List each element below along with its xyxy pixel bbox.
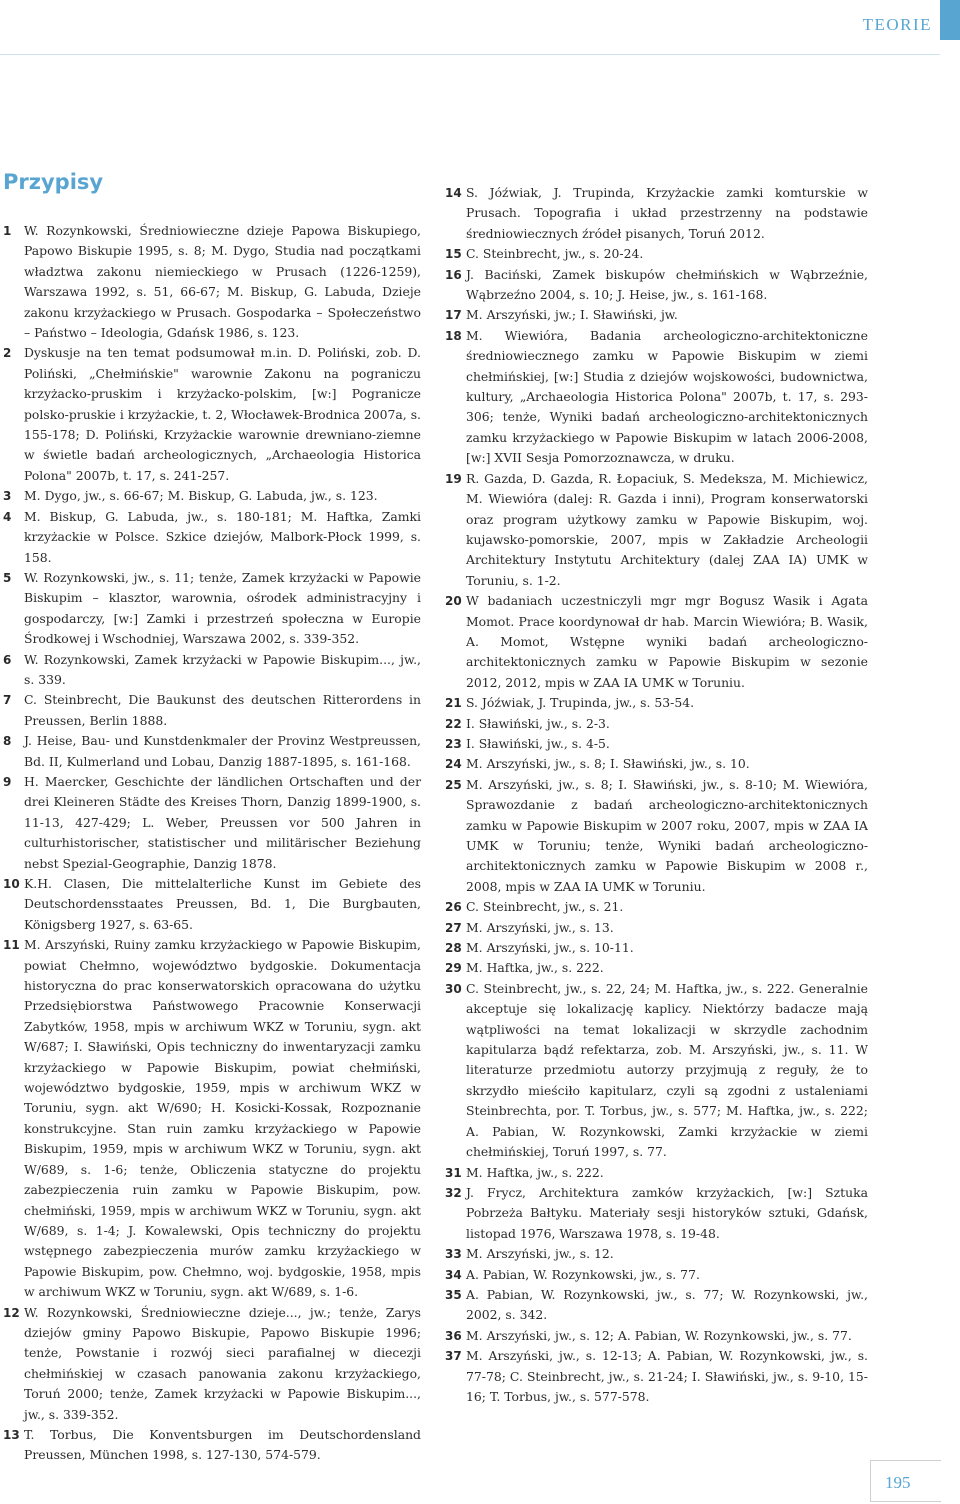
footnote-number: 37 [445,1349,462,1364]
corner-accent-bar [940,0,960,40]
footnote [445,591,868,693]
footnote-number: 25 [445,777,462,792]
footnote-number: 36 [445,1328,462,1343]
footnote [445,183,868,244]
footnote [3,507,421,568]
footnote [445,918,868,938]
footnote-number: 16 [445,267,462,282]
footnote-number: 28 [445,941,462,956]
footnote-text: S. Jóźwiak, J. Trupinda, Krzyżackie zamki komturskie w Prusach. Topografia i układ przestrzenny na podstawie średniowiecznych źródeł pisanych, Toruń 2012. [466,185,868,241]
footnote-number: 5 [3,570,12,585]
footnote [3,1303,421,1425]
footnote [3,221,421,343]
footnote-text: W badaniach uczestniczyli mgr mgr Bogusz Wasik i Agata Momot. Prace koordynował dr hab. Marcin Wiewióra; B. Wasik, A. Momot, Wstępne wyniki badań archeologiczno-architektonicznych zamku w Papowie Biskupim w sezonie 2012, 2012, mpis w ZAA IA UMK w Toruniu. [466,593,868,690]
footnote [445,897,868,917]
footnotes-left-column [3,221,421,1466]
footnote [445,1183,868,1244]
footnote [445,979,868,1163]
footnote-number: 12 [3,1305,20,1320]
footnote-text: W. Rozynkowski, Średniowieczne dzieje Papowa Biskupiego, Papowo Biskupie 1995, s. 8; M. Dygo, Studia nad początkami władztwa zakonu niemieckiego w Prusach (1226-1259), Warszawa 1992, s. 51, 66-67; M. Biskup, G. Labuda, Dzieje zakonu krzyżackiego w Prusach. Gospodarka – Społeczeństwo – Państwo – Ideologia, Gdańsk 1986, s. 123. [24,223,421,341]
footnote-text: M. Arszyński, jw.; I. Sławiński, jw. [466,307,678,323]
footnote-number: 34 [445,1267,462,1282]
footnote-text: W. Rozynkowski, jw., s. 11; tenże, Zamek krzyżacki w Papowie Biskupim – klasztor, warownia, ośrodek administracyjny i gospodarczy, [w:] Zamki i przestrzeń społeczna w Europie Środkowej i Wschodniej, Warszawa 2002, s. 339-352. [24,569,421,647]
footnote-number: 27 [445,920,462,935]
footnote-text: J. Heise, Bau- und Kunstdenkmaler der Provinz Westpreussen, Bd. II, Kulmerland und Lobau, Danzig 1887-1895, s. 161-168. [24,733,421,769]
header-rule [0,54,940,55]
footnote-text: C. Steinbrecht, Die Baukunst des deutschen Ritterordens in Preussen, Berlin 1888. [24,692,421,728]
footnote-number: 3 [3,489,12,504]
footnote-number: 13 [3,1427,20,1442]
footnote [3,568,421,650]
footnote [445,469,868,591]
footnote-number: 11 [3,938,20,953]
footnote-number: 4 [3,509,12,524]
footnote-text: S. Jóźwiak, J. Trupinda, jw., s. 53-54. [466,695,695,711]
footnote-text: M. Arszyński, jw., s. 8; I. Sławiński, jw., s. 10. [466,756,750,772]
footnote-text: W. Rozynkowski, Zamek krzyżacki w Papowie Biskupim..., jw., s. 339. [24,651,421,687]
footnote [445,244,868,264]
section-tag: TEORIE [862,15,932,34]
footnote-text: M. Arszyński, Ruiny zamku krzyżackiego w Papowie Biskupim, powiat Chełmno, województwo bydgoskie. Dokumentacja historyczna do prac konserwatorskich opracowana do użytku Przedsiębiorstwa Państwowego Pracownie Konserwacji Zabytków, 1958, mpis w archiwum WKZ w Toruniu, sygn. akt W/687; I. Sławiński, Opis techniczny do inwentaryzacji zamku krzyżackiego w Papowie Biskupim, powiat chełmiński, województwo bydgoskie, 1959, mpis w archiwum WKZ w Toruniu, sygn. akt W/690; H. Kosicki-Kossak, Rozpoznanie konstrukcyjne. Stan ruin zamku krzyżackiego w Papowie Biskupim, 1959, mpis w archiwum WKZ w Toruniu, sygn. akt W/689, s. 1-6; tenże, Obliczenia statyczne do projektu zabezpieczenia ruin zamku w Papowie Biskupim, pow. chełmiński, 1959, mpis w archiwum WKZ w Toruniu, sygn. akt W/689, s. 1-4; J. Kowalewski, Opis techniczny do projektu wstępnego zabezpieczenia murów zamku krzyżackiego w Papowie Biskupim, pow. Chełmno, woj. bydgoskie, 1958, mpis w archiwum WKZ w Toruniu, sygn. akt W/689, s. 1-6. [24,937,421,1300]
footnote-text: K.H. Clasen, Die mittelalterliche Kunst im Gebiete des Deutschordensstaates Preussen, Bd. 1, Die Burgbauten, Königsberg 1927, s. 63-65. [24,876,421,932]
footnote [445,1163,868,1183]
footnote-text: A. Pabian, W. Rozynkowski, jw., s. 77; W. Rozynkowski, jw., 2002, s. 342. [466,1286,868,1323]
footnote-text: C. Steinbrecht, jw., s. 21. [466,899,624,915]
footnote-text: J. Baciński, Zamek biskupów chełmińskich w Wąbrzeźnie, Wąbrzeźno 2004, s. 10; J. Heise, jw., s. 161-168. [466,266,868,303]
footnote-number: 24 [445,757,462,772]
footnote-text: M. Wiewióra, Badania archeologiczno-architektoniczne średniowiecznego zamku w Papowie Biskupim w ziemi chełmińskiej, [w:] Studia z dziejów wojskowości, budownictwa, kultury, „Archaeologia Historica Polona" 2007b, t. 17, s. 293-306; tenże, Wyniki badań archeologiczno-architektonicznych zamku krzyżackiego w Papowie Biskupim w latach 2006-2008, [w:] XVII Sesja Pomorzoznawcza, w druku. [466,327,868,466]
footnote-number: 30 [445,981,462,996]
footnote-number: 33 [445,1247,462,1262]
footnote-text: R. Gazda, D. Gazda, R. Łopaciuk, S. Medeksza, M. Michiewicz, M. Wiewióra (dalej: R. Gazda i inni), Program konserwatorski oraz program użytkowy zamku w Papowie Biskupim, woj. kujawsko-pomorskie, 2007, mpis w Zakładzie Archeologii Architektury Instytutu Architektury (dalej ZAA IA) UMK w Toruniu, s. 1-2. [466,470,868,588]
footnote-number: 35 [445,1287,462,1302]
footnote [445,305,868,325]
footnote-number: 19 [445,471,462,486]
footnote-text: M. Haftka, jw., s. 222. [466,960,604,976]
footnote [3,690,421,731]
footnote-text: M. Arszyński, jw., s. 12-13; A. Pabian, W. Rozynkowski, jw., s. 77-78; C. Steinbrecht, jw., s. 21-24; I. Sławiński, jw., s. 9-10, 15-16; T. Torbus, jw., s. 577-578. [466,1348,868,1404]
footnote [445,326,868,469]
page-number: 195 [885,1473,911,1492]
footnote-text: C. Steinbrecht, jw., s. 22, 24; M. Haftka, jw., s. 222. Generalnie akceptuje się lokalizację kaplicy. Niektórzy badacze mają wątpliwości na temat lokalizacji w skrzydle zachodnim kapitularza bądź refektarza, zob. M. Arszyński, jw., s. 11. W literaturze przedmiotu autorzy przyjmują z reguły, że to skrzydło mieściło kapitularz, czyli są zgodni z ustaleniami Steinbrechta, por. T. Torbus, jw., s. 577; M. Haftka, jw., s. 222; A. Pabian, W. Rozynkowski, Zamki krzyżackie w ziemi chełmińskiej, Toruń 1997, s. 77. [466,980,868,1160]
footnote [3,1425,421,1466]
footnote-text: I. Sławiński, jw., s. 4-5. [466,735,610,751]
footnote [445,734,868,754]
footnote-text: M. Dygo, jw., s. 66-67; M. Biskup, G. Labuda, jw., s. 123. [24,488,378,504]
footnote-number: 10 [3,877,20,891]
footnote [445,693,868,713]
footnote [445,265,868,306]
footnote-text: A. Pabian, W. Rozynkowski, jw., s. 77. [466,1266,700,1282]
footnote [3,935,421,1302]
footnote [3,772,421,874]
footnote [445,1244,868,1264]
footnote-number: 1 [3,224,12,238]
footnote [3,486,421,506]
footnote-number: 8 [3,734,12,749]
footnote [445,754,868,774]
footnote-number: 6 [3,652,12,667]
footnote [445,1265,868,1285]
footnote-number: 2 [3,346,12,361]
footnote [3,650,421,691]
footnote [3,731,421,772]
footnote-number: 17 [445,308,462,323]
footnote [445,958,868,978]
footnote-text: Dyskusje na ten temat podsumował m.in. D. Poliński, zob. D. Poliński, „Chełmińskie" warownie Zakonu na pograniczu krzyżacko-pruskim i krzyżacko-polskim, [w:] Pogranicze polsko-pruskie i krzyżackie, t. 2, Włocławek-Brodnica 2007a, s. 155-178; D. Poliński, Krzyżackie warownie drewniano-ziemne w świetle badań archeologicznych, „Archaeologia Historica Polona" 2007b, t. 17, s. 241-257. [24,345,421,483]
footnote-text: J. Frycz, Architektura zamków krzyżackich, [w:] Sztuka Pobrzeża Bałtyku. Materiały sesji historyków sztuki, Gdańsk, listopad 1976, Warszawa 1978, s. 19-48. [466,1184,868,1241]
footnote-text: M. Arszyński, jw., s. 13. [466,919,614,935]
footnote-number: 31 [445,1165,462,1180]
footnote-number: 9 [3,774,12,789]
footnote-number: 21 [445,696,462,711]
footnote-number: 23 [445,736,462,751]
footnote-number: 14 [445,186,462,200]
footnote-text: C. Steinbrecht, jw., s. 20-24. [466,246,644,262]
footnote [445,775,868,897]
footnote [445,1346,868,1407]
footnote [445,938,868,958]
footnote [3,874,421,935]
footnote-number: 26 [445,900,462,915]
footnote-number: 15 [445,247,462,262]
footnote-text: T. Torbus, Die Konventsburgen im Deutschordensland Preussen, München 1998, s. 127-130, 574-579. [24,1426,421,1463]
footnote-number: 22 [445,716,462,731]
footnote-number: 32 [445,1185,462,1200]
footnote [445,714,868,734]
footnote-number: 7 [3,693,12,708]
footnote [3,343,421,486]
footnote-number: 20 [445,594,462,609]
footnote-text: M. Arszyński, jw., s. 10-11. [466,940,634,956]
footnotes-right-column [445,183,868,1407]
footnote-text: M. Haftka, jw., s. 222. [466,1164,604,1180]
footnotes-heading: Przypisy [3,170,104,194]
footnote [445,1285,868,1326]
footnote-text: M. Arszyński, jw., s. 12; A. Pabian, W. Rozynkowski, jw., s. 77. [466,1327,852,1343]
footnote-text: W. Rozynkowski, Średniowieczne dzieje..., jw.; tenże, Zarys dziejów gminy Papowo Biskupie, Papowo Biskupie 1996; tenże, Powstanie i rozwój sieci parafialnej w diecezji chełmińskiej w czasach panowania zakonu krzyżackiego, Toruń 2000; tenże, Zamek krzyżacki w Papowie Biskupim..., jw., s. 339-352. [24,1304,421,1422]
footnote-text: H. Maercker, Geschichte der ländlichen Ortschaften und der drei Kleineren Städte des Kreises Thorn, Danzig 1899-1900, s. 11-13, 427-429; L. Weber, Preussen vor 500 Jahren in culturhistorischer, statistischer und militärischer Beziehung nebst Spezial-Geographie, Danzig 1878. [24,773,421,871]
footnote-number: 29 [445,961,462,976]
footnote-text: I. Sławiński, jw., s. 2-3. [466,715,610,731]
footnote-text: M. Arszyński, jw., s. 8; I. Sławiński, jw., s. 8-10; M. Wiewióra, Sprawozdanie z badań archeologiczno-architektonicznych zamku w Papowie Biskupim w 2007 roku, 2007, mpis w ZAA IA UMK w Toruniu; tenże, Wyniki badań archeologiczno-architektonicznych zamku w Papowie Biskupim w 2008 r., 2008, mpis w ZAA IA UMK w Toruniu. [466,776,868,894]
footnote-text: M. Biskup, G. Labuda, jw., s. 180-181; M. Haftka, Zamki krzyżackie w Polsce. Szkice dziejów, Malbork-Płock 1999, s. 158. [24,508,421,565]
footnote [445,1326,868,1346]
footnote-text: M. Arszyński, jw., s. 12. [466,1246,614,1262]
footnote-number: 18 [445,328,462,343]
